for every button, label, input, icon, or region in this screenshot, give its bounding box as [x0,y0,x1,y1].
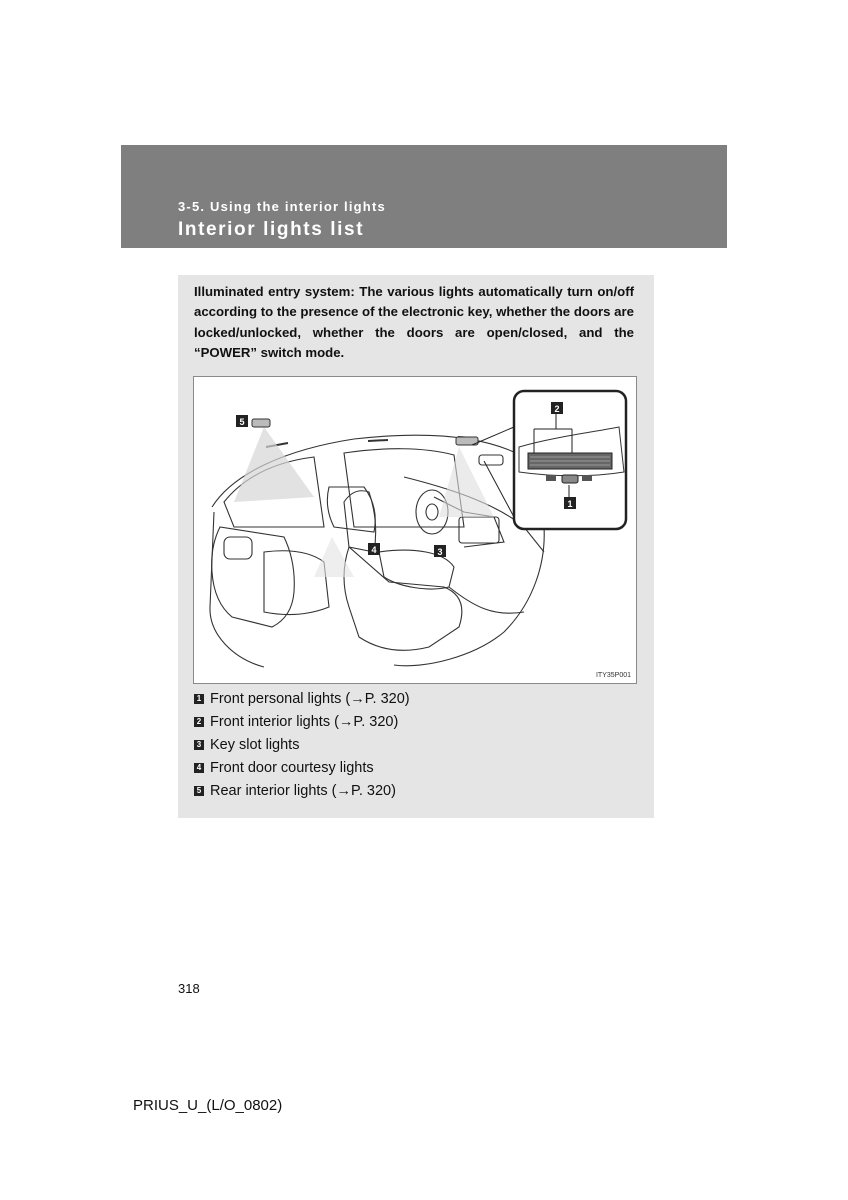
legend-item [194,710,410,733]
legend-text: Front interior lights (→P. 320) [210,713,399,730]
svg-text:3: 3 [437,547,443,557]
car-interior-drawing [194,377,638,685]
callout-1 [564,497,576,509]
intro-paragraph: Illuminated entry system: The various lights automatically turn on/off according to the presence of the electronic key, whether the doors are locked/unlocked, whether the doors are open/closed, and the “POWER” switch mode. [194,284,634,361]
legend-number-badge: 4 [194,763,204,773]
svg-text:4: 4 [371,545,377,555]
legend-item [194,733,410,756]
callout-3 [434,545,446,557]
figure-code: ITY35P001 [595,672,631,679]
legend-number-badge: 5 [194,786,204,796]
section-header [121,145,727,248]
legend-text: Front personal lights (→P. 320) [210,690,410,707]
legend-text: Rear interior lights (→P. 320) [210,782,396,799]
content-box [178,275,654,818]
svg-text:2: 2 [554,404,560,414]
footer-code: PRIUS_U_(L/O_0802) [133,1097,283,1114]
callout-2 [551,402,563,414]
svg-text:1: 1 [567,499,573,509]
page-title: Interior lights list [178,219,365,240]
legend-item [194,779,410,802]
legend-number-badge: 3 [194,740,204,750]
page-number: 318 [178,981,200,996]
callout-5 [236,415,248,427]
svg-text:5: 5 [239,417,245,427]
legend-number-badge: 1 [194,694,204,704]
interior-illustration [193,376,637,684]
section-label: 3-5. Using the interior lights [178,199,386,214]
legend-text: Key slot lights [210,736,300,753]
legend-number-badge: 2 [194,717,204,727]
legend-text: Front door courtesy lights [210,759,374,776]
legend-item [194,687,410,710]
lights-legend [194,687,410,802]
legend-item [194,756,410,779]
callout-4 [368,543,380,555]
